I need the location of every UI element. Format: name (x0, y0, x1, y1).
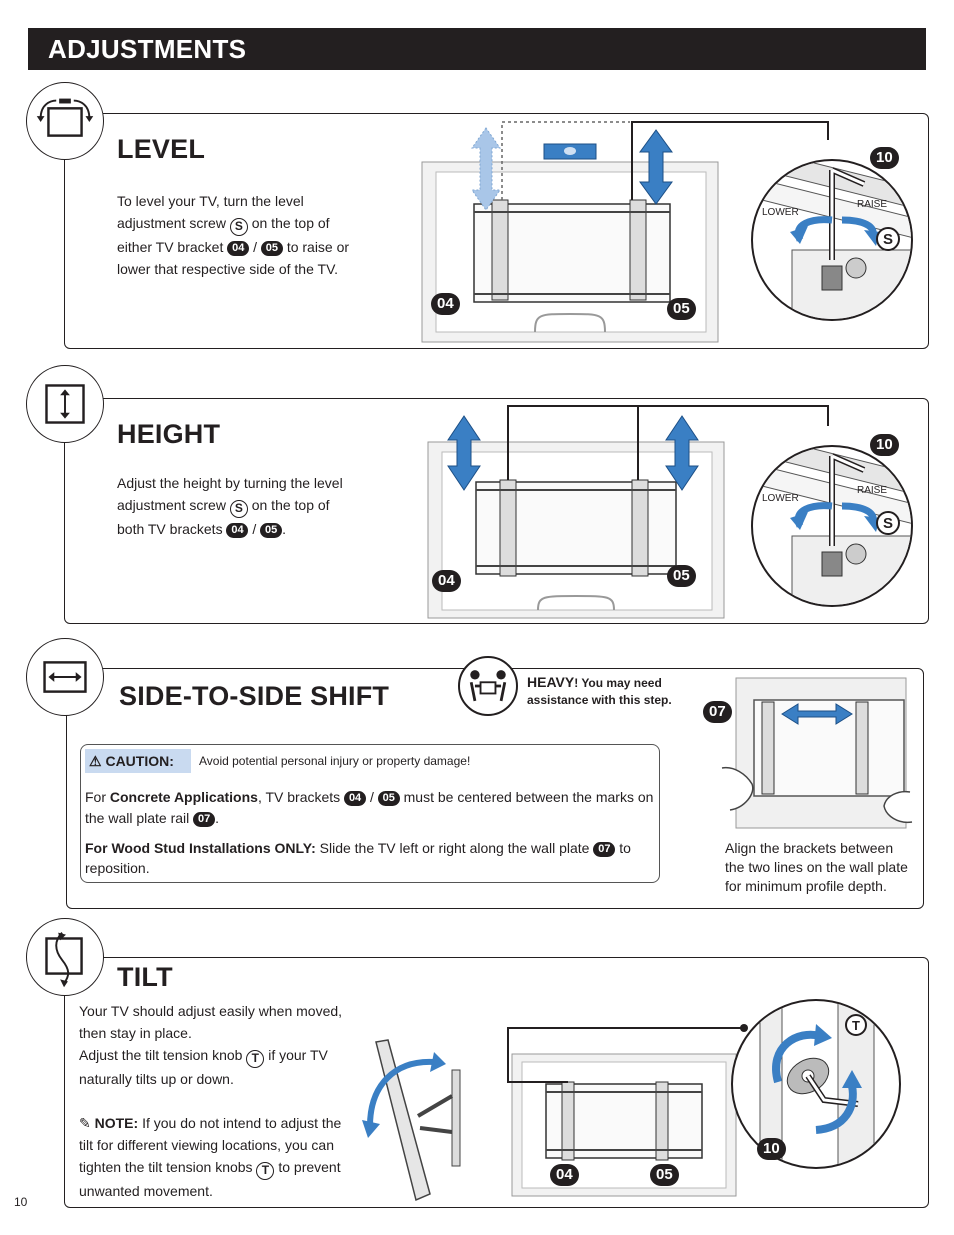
concrete-line-1: For Concrete Applications, TV brackets 04 / 05 must be centered between the marks on (85, 789, 654, 805)
height-section-icon (26, 365, 104, 443)
level-text-line (117, 212, 387, 236)
tilt-section-icon (26, 918, 104, 996)
lower-label: LOWER (762, 207, 799, 218)
tilt-text-line (79, 1044, 369, 1068)
level-text-line: lower that respective side of the TV. (117, 261, 339, 277)
bracket-right-callout: 05 (650, 1164, 679, 1186)
concrete-pre: For (85, 789, 110, 805)
level-text-part: either TV bracket (117, 239, 224, 255)
raise-label: RAISE (857, 199, 888, 210)
heavy-rest: ! You may need (574, 676, 662, 690)
height-text-part: both TV brackets (117, 521, 223, 537)
level-title: LEVEL (117, 134, 206, 164)
page-number: 10 (14, 1195, 28, 1209)
level-text-part: adjustment screw (117, 215, 226, 231)
height-tv-illustration (426, 404, 726, 620)
caution-label: CAUTION: (105, 753, 174, 769)
caution-header (85, 749, 191, 773)
align-note (725, 839, 908, 896)
tilt-text-part: to prevent (278, 1159, 341, 1175)
bracket-ref-badge: 04 (227, 241, 249, 256)
bracket-left-callout: 04 (550, 1164, 579, 1186)
tilt-instructions (79, 1000, 369, 1202)
tool-callout: 10 (870, 147, 899, 169)
tilt-title: TILT (117, 962, 173, 992)
heavy-warning-text (527, 674, 672, 709)
lower-label: LOWER (762, 493, 799, 504)
raise-label: RAISE (857, 485, 888, 496)
caution-box (80, 744, 660, 883)
level-instructions (117, 190, 387, 280)
tilt-text-line: naturally tilts up or down. (79, 1071, 234, 1087)
bracket-left-callout: 04 (431, 293, 460, 315)
heavy-strong: HEAVY (527, 674, 575, 690)
level-section-icon (26, 82, 104, 160)
tilt-text-line (79, 1112, 369, 1134)
shift-illustration (716, 676, 916, 836)
heavy-warning-icon (458, 656, 518, 716)
section-header (28, 28, 926, 70)
bracket-right-callout: 05 (667, 298, 696, 320)
concrete-post: must be centered between the marks on (403, 789, 654, 805)
tilt-text-part: Adjust the tilt tension knob (79, 1047, 243, 1063)
tilt-text-part: if your TV (268, 1047, 328, 1063)
bracket-ref-badge: 05 (261, 241, 283, 256)
wall-plate-callout: 07 (703, 701, 732, 723)
wood-mid: Slide the TV left or right along the wall plate (315, 840, 590, 856)
wood-post: to (619, 840, 631, 856)
height-text-part: on the top of (251, 497, 330, 513)
screw-ref-icon: S (230, 218, 248, 236)
concrete-bold: Concrete Applications (109, 789, 258, 805)
bracket-ref-badge: 05 (260, 523, 282, 538)
wood-line-2: reposition. (85, 860, 150, 876)
tilt-side-illustration (358, 1036, 468, 1202)
wood-bold: For Wood Stud Installations ONLY: (85, 840, 316, 856)
align-line-2: the two lines on the wall plate (725, 859, 908, 875)
height-text-part: adjustment screw (117, 497, 226, 513)
bracket-ref-badge: 05 (378, 791, 400, 806)
wood-stud-paragraph (85, 838, 655, 878)
height-text-line (117, 494, 387, 518)
concrete-line-2-text: the wall plate rail (85, 810, 190, 826)
note-icon: ✎ (79, 1115, 91, 1131)
tilt-spacer (79, 1090, 369, 1112)
bracket-ref-badge: 04 (344, 791, 366, 806)
shift-title: SIDE-TO-SIDE SHIFT (119, 681, 390, 711)
tilt-text-line: tilt for different viewing locations, you can (79, 1137, 334, 1153)
screw-callout-icon: S (876, 227, 900, 251)
height-title: HEIGHT (117, 419, 221, 449)
wall-plate-ref-badge: 07 (593, 842, 615, 857)
tilt-tv-illustration (506, 1026, 746, 1196)
note-label: NOTE: (94, 1115, 139, 1131)
shift-section-icon (26, 638, 104, 716)
tool-callout: 10 (870, 434, 899, 456)
level-text-part: to raise or (286, 239, 350, 255)
page-title: ADJUSTMENTS (48, 34, 247, 64)
level-text-line: either TV bracket 04 / 05 to raise or (117, 239, 350, 255)
tilt-text-line (79, 1156, 369, 1180)
knob-callout-icon: T (845, 1014, 867, 1036)
screw-ref-icon: S (230, 500, 248, 518)
concrete-line-2: the wall plate rail 07 . (85, 810, 220, 826)
concrete-paragraph (85, 787, 655, 829)
tilt-text-part: If you do not intend to adjust the (142, 1115, 342, 1131)
bracket-left-callout: 04 (432, 570, 461, 592)
caution-text: Avoid potential personal injury or property damage! (199, 754, 471, 768)
tilt-text-part: tighten the tilt tension knobs (79, 1159, 253, 1175)
tool-callout: 10 (757, 1138, 786, 1160)
bracket-ref-badge: 04 (226, 523, 248, 538)
level-text-part: on the top of (251, 215, 330, 231)
height-text-line: both TV brackets 04 / 05 . (117, 521, 287, 537)
tilt-text-line: unwanted movement. (79, 1183, 213, 1199)
height-instructions (117, 472, 387, 540)
knob-ref-icon: T (246, 1050, 264, 1068)
knob-ref-icon: T (256, 1162, 274, 1180)
concrete-mid: , TV brackets (257, 789, 341, 805)
wood-line-1 (85, 838, 655, 858)
align-line-1: Align the brackets between (725, 840, 894, 856)
align-line-3: for minimum profile depth. (725, 878, 887, 894)
tilt-zoom-detail (728, 996, 908, 1176)
wall-plate-ref-badge: 07 (193, 812, 215, 827)
level-text-line: To level your TV, turn the level (117, 193, 304, 209)
tilt-text-line: then stay in place. (79, 1025, 192, 1041)
heavy-line-1 (527, 674, 672, 692)
height-text-line: Adjust the height by turning the level (117, 475, 343, 491)
heavy-line-2: assistance with this step. (527, 693, 672, 707)
bracket-right-callout: 05 (667, 565, 696, 587)
screw-callout-icon: S (876, 511, 900, 535)
warning-triangle-icon: ⚠ (89, 753, 102, 769)
tilt-text-line: Your TV should adjust easily when moved, (79, 1003, 343, 1019)
